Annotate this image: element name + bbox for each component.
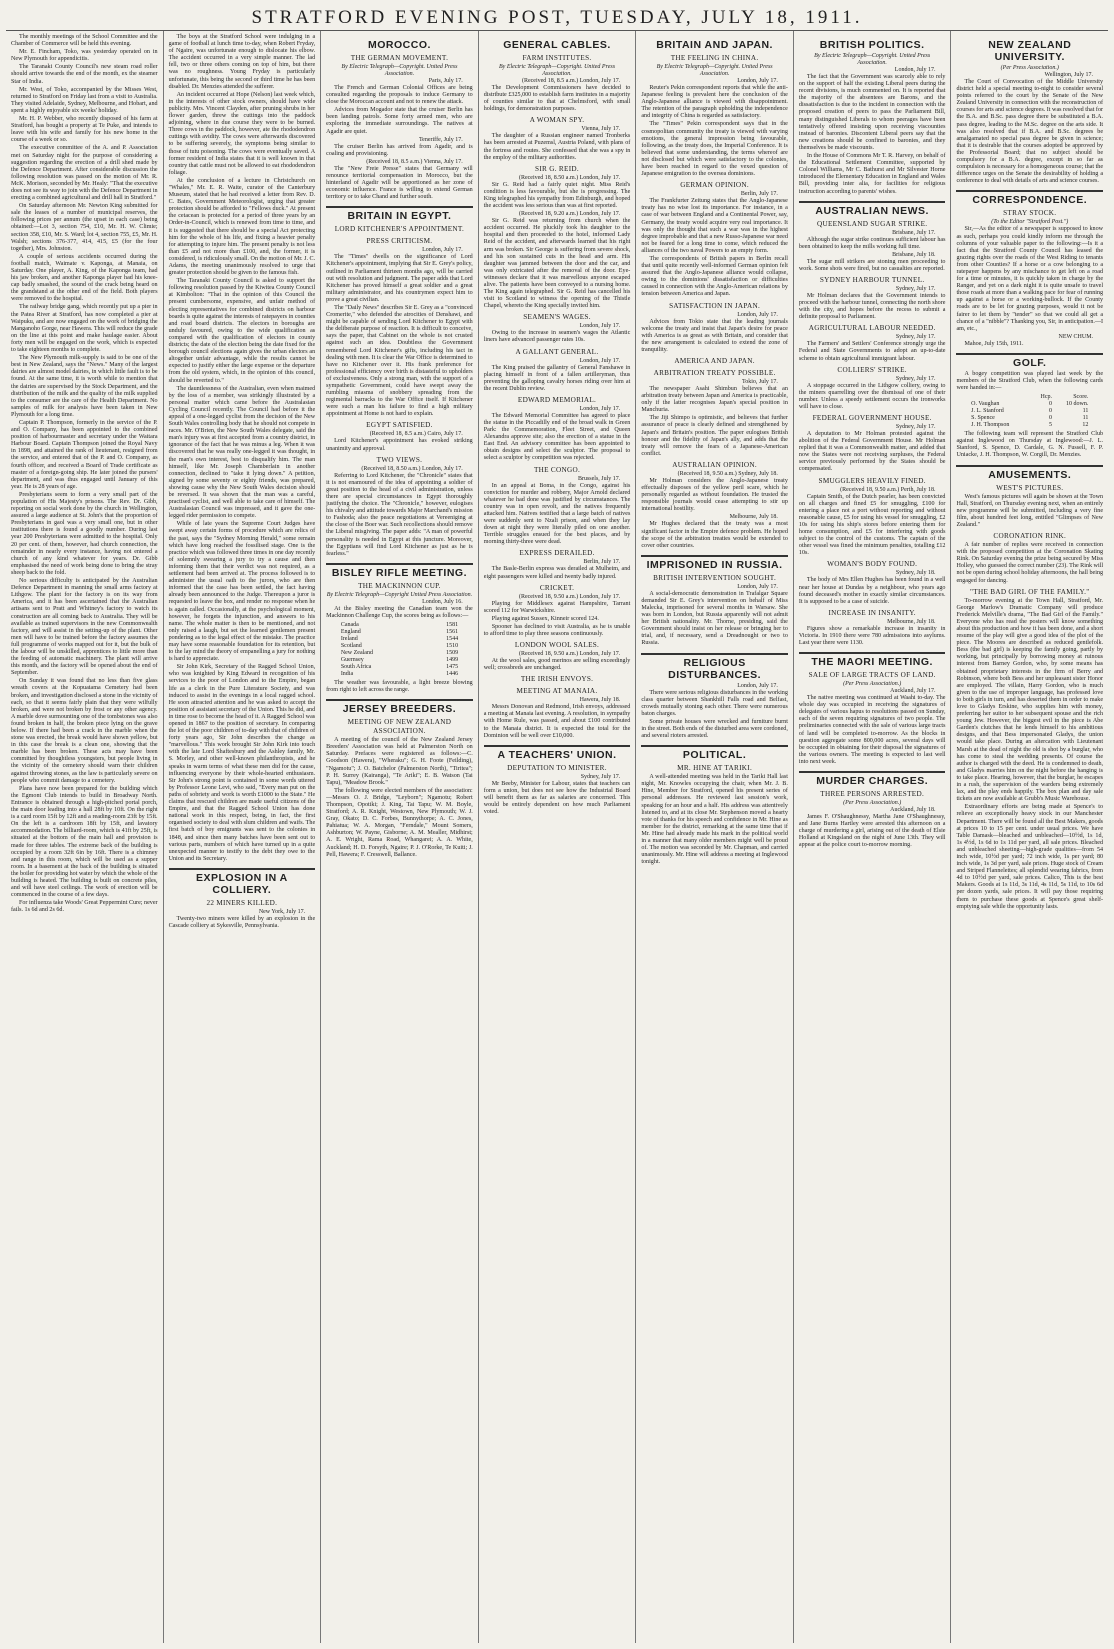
- dateline: Sydney, July 17.: [895, 375, 936, 382]
- paragraph: The New Plymouth milk-supply is said to be one of the best in New Zealand, says the "News." Many of the largest dairies are almost model dairies, in which little fault is to be found. At the same time, it is worth while to mention that the dairies are supervised by the Stock Department, and the distribution of the milk and the quality of the milk supplied to the consumer are the care of the Health Department. No samples of milk for analysis have been taken in New Plymouth for a long time.: [11, 355, 158, 418]
- paragraph: The daughter of a Russian engineer named Tronberks has been arrested at Puzemsl, Austria Poland, with plans of the fortress and routes. She confessed that she was a spy in the employ of the military authorities.: [483, 133, 631, 161]
- paragraph: While of late years the Supreme Court Judges have swept away certain forms of procedure which are relics of the past, says the "Sydney Morning Herald," some remain which have long reached the fossilised stage. One is the practice which was followed three times in one day recently of solemnly swearing a jury to try a cause and then informing them that their verdict was not required, as a settlement had been arrived at. The process followed is to administer the usual oath to the jurors, who are then informed that the case has been settled, the fact having already been announced to the Judge. Thereupon a juror is requested to leave the box, and render no response when he is again called. Occasionally, at the psychological moment, however, he forgets the injunction, and answers to his name. The whole matter is then to be mentioned, and not only raised a laugh, but set the learned gentlemen present pondering as to the legal effect of the mistake. The practice may have some reasonable foundation for its retention, but to the lay mind the theory of empanelling a jury for nothing is hard to appreciate.: [168, 521, 316, 663]
- headline: RELIGIOUS DISTURBANCES.: [641, 653, 788, 681]
- paragraph: Messrs Donovan and Redmond, Irish envoys, addressed a meeting at Manaia last evening. A resolution, in sympathy with Home Rule, was passed, and about £100 contributed to the Manaia district. It is expected the total for the Dominion will be well over £10,000.: [483, 704, 631, 739]
- byline: (To the Editor "Stratford Post."): [991, 219, 1069, 226]
- dateline: NEW CHUM.: [1058, 333, 1094, 340]
- paragraph: Referring to Lord Kitchener, the "Chronicle" states that it is not enamoured of the idea of appointing a soldier of great position to the head of a civil administration, unless there are special circumstances in Egypt thoroughly justifying the choice. The "Chronicle," however, eulogises his chivalry and attitude towards Major Marchand's mission to Fashoda; also the peace negotiations at Vereeniging at the close of the Boer war. Such recollections should remove the Liberal misgiving. The paper adds: "A man of powerful personality is needed in Egypt at this juncture. Moreover, the Egyptians will find Lord Kitchener as just as he is fearless.": [326, 472, 473, 557]
- subheading: SEAMEN'S WAGES.: [523, 313, 591, 322]
- subheading: WEST'S PICTURES.: [996, 483, 1064, 492]
- score-cell: 11: [1082, 415, 1089, 422]
- dateline: Vienna, July 17.: [581, 126, 621, 133]
- paragraph: Figures show a remarkable increase in insanity in Victoria. In 1910 there were 780 admissions into asylums. Last year there were 1130.: [798, 625, 946, 646]
- paragraph: The Farmers' and Settlers' Conference strongly urge the Federal and State Governments to adopt an up-to-date scheme to obtain agricultural immigrant labour.: [798, 341, 946, 362]
- dateline: Hawera, July 18.: [579, 697, 621, 704]
- paragraph: James F. O'Shaughnessy, Martha Jane O'Shaughnessy, and Jane Burns Hartley were arrested this afternoon on a charge of murdering a girl, arising out of the death of Elsie Holland at Kingsland on the night of June 13th. They will appear at the police court to-morrow morning.: [798, 814, 946, 849]
- score-row: [341, 629, 458, 636]
- byline: By Electric Telegraph—Copyright. United Press Association.: [656, 64, 773, 77]
- paragraph: Some private houses were wrecked and furniture burnt in the street. Both ends of the disturbed area were cordoned, and several rioters arrested.: [641, 718, 788, 740]
- paragraph: At the conclusion of a lecture in Christchurch on "Whales," Mr. E. R. Waite, curator of the Canterbury Museum, stated that he had received a letter from Rev. D. C. Bates, Government Meteorologist, urging that greater protection should be afforded to "Fellows duck." At present the cetacean is protected for a period of three years by an Order-in-Council, which is renewed from time to time, and it is suggested that there should be a special Act protecting him for the whole of his life, and fixing a heavier penalty for attempting to injure him. The present penalty is not less than £5 and not more than £100, and, the former, it is considered, is ridiculously small. On the motion of Mr. J. C. Adams, the meeting unanimously resolved to urge that greater protection should be given to the famous fish.: [168, 177, 316, 277]
- subheading: LORD KITCHENER'S APPOINTMENT.: [334, 225, 465, 234]
- subheading: THE GERMAN MOVEMENT.: [350, 54, 449, 62]
- paragraph: Captain P. Thompson, formerly in the service of the P. and O. Company, has been appointed to the combined position of harbourmaster and secretary under the Waitara Harbour Board. Captain Thompson joined the Royal Navy in 1898, and attained the rank of lieutenant, resigned from the service, and entered that of the P. and O. Company, as fourth officer, and received a Board of Trade certificate as master of a foreign-going ship. He later joined the pursers' department, and was thus engaged until January of this year. He is 28 years of age.: [11, 419, 158, 490]
- score-cell: England: [340, 628, 361, 635]
- paragraph: Mr Hughes declared that the treaty was a most significant factor in the Empire defence problem. He hoped the scope of the arbitration treaties would be extended to cover other countries.: [641, 521, 788, 549]
- headline: POLITICAL.: [641, 745, 788, 761]
- score-cell: India: [340, 670, 354, 677]
- paragraph: There were serious religious disturbances in the working class quarter between Shankhill Falls road and Belfast, crowds mutually stoning each other. There were numerous baton charges.: [641, 689, 788, 717]
- paragraph: The railway bridge gang, which recently put up a pier in the Patea River at Stratford, has now completed a pier at Waipuku, and are now engaged on the work of bridging the Manganoho Gorge, near Hawera. This will reduce the grade on the line at this point and make haulage easier. About forty men will be engaged on the work, which is expected to take eighteen months to complete.: [11, 304, 158, 354]
- paragraph: Spooner has declined to visit Australia, as he is unable to afford time to play three seasons continuously.: [483, 623, 631, 637]
- score-row: [971, 422, 1088, 429]
- byline: (Per Press Association.): [843, 800, 902, 806]
- subheading: INCREASE IN INSANITY.: [828, 608, 916, 617]
- dateline: London, July 17.: [737, 583, 778, 590]
- paragraph: Playing for Middlesex against Hampshire, Tarrant scored 112 for Warwickshire.: [483, 600, 631, 614]
- paragraph: Lord Kitchener's appointment has evoked striking unanimity and approval.: [326, 438, 473, 452]
- score-cell: J. H. Thompson: [971, 422, 1010, 429]
- column-6: [794, 31, 952, 1643]
- subheading: EDWARD MEMORIAL.: [517, 395, 597, 404]
- paragraph: West's famous pictures will again be shown at the Town Hall, Stratford, on Thursday evening next, when an entirely new programme will be submitted, including a very fine film, about hundred feet long, entitled "Glimpses of New Zealand.": [956, 493, 1104, 528]
- paragraph: Sir John Kirk, Secretary of the Ragged School Union, who was knighted by King Edward in recognition of his services to the poor of London and to the Empire, began life as a clerk in the Pure Literature Society, and was induced to assist in the evenings in a local ragged school. He soon attracted attention and he was asked to accept the position of assistant secretary of the Union. This he did, and in time rose to become the head of it. A Ragged School was opened in 1867 to the position of secretary. In comparing the lot of the poor children of to-day with that of children of forty years ago, Sir John describes the change as "marvellous." This work brought Sir John Kirk into touch with the late Lord Shaftesbury and the Ashley family, Mr. S. Morley, and other well-known philanthropists, and he speaks in warm terms of what these men did for the cause, influencing everyone by their whole-hearted enthusiasm. Sir John's strong point is contained in some words uttered by Professor Leone Levi, who said, "Every man put on the paths of sobriety and work is worth £1000 to the State." He claims that rescued children are made useful citizens of the Empire, and that the Ragged School Union has done national work in this respect, being, in fact, the first organised society to deal with slum children and waifs. The first batch of boy emigrants was sent to the colonies in 1848, and since then many batches have been sent out to various parts, numbers of which have turned up in a quite unexpected manner to testify to the debt they owe to the Union and its Secretary.: [168, 664, 316, 862]
- paragraph: The following were elected members of the association:—Messrs O. J. Bridge, "Leyborn"; Ngamotu; Robert Thompson, Opotiki; J. King, Tai Tapu; W. M. Boyle, Stratford; A. R. Knight, Westown, New Plymouth; W. J. Gray, Okato; D. C. Forbes, Bunnythorpe; A. C. Jones, Pahiatua; W. A. Morgan, "Ferndale," Mount Somers, Ashburton; W. Payne, Gisborne; A. M. Mealler, Midhirst; A. E. Wright, Rama Road, Whangarei; A. A. White, Auckland; H. D. Forsyth, Ngaire; P. J. O'Rorke, Te Kuiti; J. Pell, Hawera; F. Cresswell, Ballance.: [326, 787, 473, 858]
- paragraph: Playing against Sussex, Kinneir scored 124.: [491, 615, 599, 622]
- subheading: FARM INSTITUTES.: [522, 54, 592, 62]
- headline: GOLF.: [956, 353, 1103, 369]
- score-row: [971, 415, 1088, 422]
- paragraph: The Edward Memorial Committee has agreed to place the statue in the Piccadilly end of the broad walk in Green Park: the Commemoration, Fleet Street, and Queen Alexandra approve site; also the erection of a statue in the East End. An advisory committee has been appointed to obtain designs and select the sculptor. The proposal to select a sculptor by competition was rejected.: [483, 412, 631, 462]
- headline: AUSTRALIAN NEWS.: [799, 201, 946, 217]
- dateline: (Received 18, 8.5 a.m.) Vienna, July 17.: [366, 158, 463, 165]
- paragraph: The executive committee of the A. and P. Association met on Saturday night for the purpose of considering a suggestion regarding the erection of a drill shed made by the Defence Department. After considerable discussion the following resolution was passed on the motion of Mr. R. McK. Morison, seconded by Mr. Healy: "That the executive does not see its way to join with the Defence Department in erecting a combined agricultural and drill hall in Stratford.": [11, 145, 158, 202]
- subheading: CORONATION RINK.: [993, 532, 1067, 541]
- paragraph: The "New Freie Presse" states that Germany will renounce territorial compensation in Morocco, but the hinterland of Agadir will be apportioned as her zone of economic influence. France is willing to extend German territory or to take Chand and further south.: [326, 165, 473, 201]
- subheading: MEETING AT MANAIA.: [516, 687, 598, 696]
- dateline: Sydney, July 17.: [895, 285, 936, 292]
- paragraph: Sir G. Reid had a fairly quiet night. Miss Reid's condition is less favourable, but she is progressing. The King telegraphed his sympathy from Edinburgh, and hoped the accident was less serious than was at first reported.: [483, 181, 631, 210]
- column-4: [479, 31, 637, 1643]
- subheading: SYDNEY HARBOUR TUNNEL.: [819, 275, 925, 284]
- headline: BRITAIN IN EGYPT.: [326, 206, 473, 222]
- paragraph: A stoppage occurred in the Lithgow colliery, owing to the miners quarrelling over the dismissal of one of their number. Unless a speedy settlement occurs the ironworks will have to close.: [798, 382, 946, 410]
- dateline: Brisbane, July 18.: [892, 251, 936, 258]
- score-row: [341, 657, 458, 664]
- subheading: COLLIERS' STRIKE.: [837, 365, 907, 374]
- dateline: Brisbane, July 17.: [892, 229, 936, 236]
- score-cell: 12: [1082, 422, 1089, 429]
- paragraph: The Court of Convocation of the Middle University district held a special meeting to-night to consider several points referred to the court by the Senate of the New Zealand University in connection with the reconstruction of courses for arts and science degrees. It was resolved that for the B.A. and B.Sc. pass degree there be substituted a B.A. pass degree, leading to the M.Sc. degree on the arts side. It was also resolved that if B.A. and B.Sc. degrees be amalgamated no special pass degree be given in science; that it is desirable that the courses adopted be approved by the Professorial Board; that no subject should be compulsory for a B.A. degree, except in so far as compulsion is necessary for a homogeneous course; that the difference urges on the Senate the desirability of holding a conference to deal with details of arts and science courses.: [956, 79, 1104, 185]
- score-row: [971, 408, 1088, 415]
- paragraph: Mr Beeby, Minister for Labour, states that teachers can form a union, but does not see how the Industrial Board will benefit them as far as salaries are concerned. This would be entirely dependent on how much Parliament voted.: [483, 780, 631, 816]
- headline: THE MAORI MEETING.: [799, 652, 946, 668]
- paragraph: The Taranaki County Council's new steam road roller should arrive towards the end of the month, ex the steamer Star of India.: [11, 64, 158, 85]
- byline: By Electric Telegraph—Copyright. United Press Association.: [499, 64, 616, 77]
- score-cell: Score.: [1073, 394, 1089, 401]
- dateline: (Received 18, 9.50 a.m.) London, July 17.: [518, 593, 621, 600]
- dateline: Melbourne, July 18.: [729, 514, 778, 521]
- score-row: [341, 671, 458, 678]
- paragraph: Mr Holman considers the Anglo-Japanese treaty effectually disposes of the yellow peril scare, which he personally regarded as without foundation. He trusted the responsible journals would cease attempting to stir up international hostility.: [641, 477, 788, 513]
- headline: MOROCCO.: [367, 39, 431, 51]
- headline: IMPRISONED IN RUSSIA.: [641, 555, 788, 571]
- paragraph: Plans have now been prepared for the building which the Egmont Club intends to build in Broadway North. Entrance is obtained through a high-pitched portal porch, the main door leading into a hall 28ft by 10ft. On the right is a card room 15ft by 12ft and a reading-room 23ft by 15ft. On the left is a cardroom 18ft by 15ft, and lavatory accommodation. The billiard-room, which is 41ft by 25ft, is situated at the bottom of the main hall and provision is made for three tables. The extreme back of the building is occupied by a room 32ft 6in by 16ft. There is a chimney and range in this room, which will be used as a supper room. In a basement at the back of the building is situated the boiler for providing hot water by which the whole of the building is heated. The building is built on concrete piles, and will have steel ceilings. The work of erection will be commenced in the course of a few days.: [11, 785, 158, 899]
- paragraph: A social-democratic demonstration in Trafalgar Square demanded Sir E. Grey's intervention on behalf of Miss Malecka, imprisoned for several months in Warsaw. She was born in London, but Russia apparently will not admit her British nationality. Mr. Thorne, presiding, said the Government should insist on her release or bringing her to trial, and, if necessary, send a Dreadnought or two to Russia.: [641, 590, 788, 647]
- paragraph: The native meeting was continued at Waahi to-day. The whole day was occupied in receiving the signatures of delegates of various hapus to resolutions passed on Sunday, each of the seven requiring signatures of two people. The preliminaries connected with the sale of various large tracts of land will be completed to-morrow. As the blocks in question aggregate some 800,000 acres, several days will be occupied in obtaining for their disposal the signatures of the various owners. The meeting is expected to last well into next week.: [798, 695, 946, 765]
- paragraph: Mahoe, July 15th, 1911.: [964, 340, 1024, 347]
- subheading: EGYPT SATISFIED.: [366, 421, 433, 430]
- dateline: London, July 16.: [422, 598, 463, 605]
- dateline: Sydney, July 18.: [895, 570, 936, 577]
- score-cell: 11: [1082, 408, 1089, 415]
- dateline: London, July 17.: [737, 682, 778, 689]
- subheading: STRAY STOCK.: [1003, 209, 1057, 218]
- paragraph: The fact that the Government was scarcely able to rely on the support of half the existing Liberal peers during the recent divisions, is much commented on. It is reported that the majority of the absentees are Barons, and the dissatisfaction is due to the incident in connection with the proposed creation of peers to pass the Parliament Bill, many distinguished Liberals to whom peerages have been tentatively offered insisting upon receiving viscounties instead of baronies. Discontent Liberal peers say that the new creations should be confined to baronies, and they themselves be made viscounts.: [798, 74, 946, 151]
- score-cell: New Zealand: [340, 649, 373, 656]
- subheading: MEETING OF NEW ZEALAND ASSOCIATION.: [347, 718, 452, 736]
- subheading: ARBITRATION TREATY POSSIBLE.: [653, 369, 776, 377]
- headline: BRITAIN AND JAPAN.: [656, 39, 773, 51]
- score-row: [341, 664, 458, 671]
- headline: AMUSEMENTS.: [956, 465, 1103, 481]
- paragraph: Advices from Tokio state that the leading journals welcome the treaty and insist that Japan's desire for peace with America is as great as with Britain, and consider that the new arrangement is calculated to extend the zone of tranquility.: [641, 318, 788, 353]
- subheading: LONDON WOOL SALES.: [514, 641, 600, 650]
- score-cell: 5: [1049, 422, 1053, 429]
- dateline: Sydney, July 17.: [580, 773, 621, 780]
- subheading: DEPUTATION TO MINISTER.: [507, 763, 607, 772]
- score-cell: 10 down.: [1066, 401, 1089, 408]
- subheading: THREE PERSONS ARRESTED.: [820, 790, 925, 798]
- dateline: Paris, July 17.: [428, 78, 463, 84]
- paragraph: In an appeal at Boma, in the Congo, against his conviction for murder and robbery, Major Arnold declared whatever he had done was justified by circumstances. The country was in open revolt, and the natives frequently attacked him. Natives testified that a large batch of natives were suddenly sent to Nzali prison, and when they lay down at night they were literally piled on one another. Terrible struggles ensued for the best places, and by morning thirty-three were dead.: [483, 482, 631, 546]
- score-cell: 1561: [446, 628, 459, 635]
- subheading: SATISFACTION IN JAPAN.: [669, 301, 761, 310]
- score-cell: Hcp.: [1040, 394, 1053, 401]
- dateline: London, July 17.: [579, 405, 621, 412]
- paragraph: On Saturday afternoon Mr. Newton King submitted for sale the leases of a number of municipal reserves, the following prices per annum (the upset in each case) being obtained:—Lot 3, section 754, £10, Mr. H. W. Climie; section 358, £10, Mr. S. Ward; lot 4, section 755, £5, Mr. H. Walsh; sections 376-377, 414, 415, £5 (for the four together), Mrs. Johnston.: [11, 203, 158, 252]
- headline: MURDER CHARGES.: [799, 771, 946, 787]
- paragraph: Twenty-two miners were killed by an explosion in the Cascade colliery at Sykesville, Pennsylvania.: [168, 915, 316, 929]
- subheading: AUSTRALIAN OPINION.: [672, 460, 757, 469]
- column-7: [951, 31, 1108, 1643]
- score-row: [341, 643, 458, 650]
- paragraph: Mr Holman declares that the Government intends to proceed with the harbour tunnel, connecting the north shore with the city, and hopes before the recess to submit a definite proposal to Parliament.: [798, 292, 946, 321]
- byline: By Electric Telegraph—Copyright. United Press Association.: [341, 64, 458, 77]
- score-cell: 1510: [446, 642, 459, 649]
- dateline: Auckland, July 17.: [890, 688, 936, 695]
- golf-score-table: [971, 394, 1088, 429]
- subheading: THE IRISH ENVOYS.: [520, 675, 594, 684]
- byline: (Per Press Association.): [1000, 65, 1059, 71]
- byline: (Per Press Association.): [843, 681, 902, 688]
- masthead: STRATFORD EVENING POST, TUESDAY, JULY 18, 1911.: [6, 6, 1108, 31]
- dateline: Sydney, July 17.: [895, 334, 936, 341]
- headline: EXPLOSION IN A COLLIERY.: [169, 868, 316, 896]
- score-cell: 1499: [446, 656, 459, 663]
- bisley-score-table: [341, 622, 458, 678]
- dateline: Auckland, July 18.: [890, 807, 936, 813]
- score-cell: 0: [1049, 415, 1053, 422]
- paragraph: The dauntlessness of the Australian, even when maimed by the loss of a member, was strikingly illustrated by a personal matter which came before the Australasian Cycling Council recently. The Council had before it the appeal of a one-legged cyclist from the decision of the New South Wales controlling body that he should not compete in races. Mr. O'Brien, the New South Wales delegate, said the man's injury was at first accepted from a country district, in ignorance of the fact that he was minus a leg. When it was discovered that he was really one-legged it was thought, in the man's own interest, best to disqualify him. The man himself, like Mr. Joseph Chamberlain in another connection, declined to "take it lying down." A petition, signed by some seventy or eighty friends, was prepared, showing cause why the New South Wales decision should be reversed. It was shown that the man was a careful, practised cyclist, and well able to take care of himself. The Australasian Council was impressed, and it gave the one-legged rider permission to compete.: [168, 385, 316, 520]
- paragraph: On Sunday it was found that no less than five glass wreath covers at the Kopuatama Cemetery had been broken, and investigation disclosed a stone in the vicinity of each, so that it seems fairly plain that they were wilfully broken, and were not broken by frost or any other agency. A marble dove surmounting one of the tombstones was also found broken in half, the broken piece lying on the grave below. If there had been a crack in the marble when the stone was erected, the break would have shown yellow, but in this case the break is a clean one, showing that the marble has been broken. These acts may have been committed by thoughtless youngsters, but people living in the vicinity of the cemetery should warn their children against throwing stones, as the law is particularly severe on people who commit damage to a cemetery.: [11, 678, 158, 784]
- paragraph: A fair number of replies were received in connection with the proposed competition at the Coronation Skating Rink. On Saturday evening the prize being secured by Miss Holley, who guessed the correct number (23). The Rink will not be open during school holiday afternoons, the hall being engaged for dancing.: [956, 542, 1104, 584]
- subheading: QUEENSLAND SUGAR STRIKE.: [816, 219, 928, 228]
- dateline: Berlin, July 17.: [583, 559, 621, 566]
- dateline: London, July 17.: [737, 311, 778, 318]
- subheading: FEDERAL GOVERNMENT HOUSE.: [812, 414, 932, 422]
- paragraph: At the Bisley meeting the Canadian team won the Mackinnon Challenge Cup, the scores being as follows:—: [326, 605, 473, 619]
- score-cell: O. Vaughan: [971, 401, 1000, 408]
- paragraph: Mr. West, of Toko, accompanied by the Misses West, returned to Stratford on Friday last from a visit to Australia. They visited Adelaide, Sydney, Melbourne, and Hobart, and spent a highly enjoyable six weeks' holiday.: [11, 86, 158, 114]
- score-row: [971, 394, 1088, 401]
- paragraph: Mr. E. Fincham, Toko, was yesterday operated on in New Plymouth for appendicitis.: [11, 49, 158, 63]
- paragraph: A well-attended meeting was held in the Tariki Hall last night, Mr. Knowles occupying the chair, when Mr. J. B. Hine, Member for Stratford, opened his present series of personal addresses. He reviewed last session's work, speaking for an hour and a half. His address was attentively listened to, and at its close Mr. Stephenson moved a hearty vote of thanks for his speech and confidence in Mr. Hine as member for the district, remarking at the same time that if Mr. Hine had already made his mark in the political world in a manner that many older members might well be proud of. The motion was seconded by Mr. Chapman, and carried unanimously. Mr. Hine will address a meeting at Inglewood tonight.: [641, 774, 788, 866]
- paragraph: Although the sugar strike continues sufficient labour has been obtained to keep the mills working full time.: [798, 236, 946, 250]
- paragraph: The boys at the Stratford School were indulging in a game of football at lunch time to-day, when Robert Fryday, of Ngaire, was unfortunate enough to dislocate his elbow. The accident occurred in a very simple manner. The lad fell, two or three others coming on top of him, but there was no roughness. Young Fryday is particularly unfortunate, this being the second or third time he has been disabled. Dr. Menzies attended the sufferer.: [168, 34, 316, 90]
- headline: BISLEY RIFLE MEETING.: [326, 563, 473, 579]
- score-row: [341, 650, 458, 657]
- dateline: London, July 17.: [737, 78, 778, 84]
- paragraph: The Basle-Berlin express was derailed at Mulheim, and eight passengers were killed and twenty badly injured.: [483, 566, 631, 580]
- dateline: (Received 18, 8.5 a.m.) London, July 17.: [521, 78, 621, 84]
- dateline: Brussels, July 17.: [577, 475, 621, 482]
- score-cell: Guernsey: [340, 656, 364, 663]
- subheading: SALE OF LARGE TRACTS OF LAND.: [808, 671, 936, 680]
- dateline: Teneriffe, July 17.: [418, 136, 463, 143]
- headline: JERSEY BREEDERS.: [326, 699, 473, 715]
- subheading: TWO VIEWS.: [376, 455, 423, 464]
- paragraph: A couple of serious accidents occurred during the football match, Waimate v. Kaponga, at Manaia, on Saturday. One player, A. King, of the Kaponga team, had his jaw broken, and another Kaponga player had his knee-cap badly smashed, the sound of the crack being heard on the grandstand at the other end of the field. Both players were removed to the hospital.: [11, 253, 158, 303]
- dateline: Melbourne, July 18.: [887, 618, 936, 625]
- paragraph: The correspondents of British papers in Berlin recall that until quite recently well-informed German opinion felt assured that the Anglo-Japanese alliance would collapse, owing to the dominions' dissatisfaction or difficulties caused in connection with the Anglo-American relations by tension between America and Japan.: [641, 255, 788, 298]
- subheading: "THE BAD GIRL OF THE FAMILY.": [970, 587, 1090, 596]
- subheading: THE MACKINNON CUP.: [358, 581, 441, 590]
- dateline: Sydney, July 17.: [895, 424, 936, 430]
- score-row: [341, 622, 458, 629]
- dateline: (Received 18, 9.50 a.m.) Sydney, July 18.: [677, 470, 778, 477]
- dateline: Berlin, July 17.: [740, 191, 778, 198]
- paragraph: Extraordinary efforts are being made at Spence's to relieve an exceptionally heavy stock in our Manchester Department. There will be found all the Best Makers, goods at prices 10 to 15 per cent. under usual prices. We have Table Damask—bleached and unbleached—10½d, 1s 1d, 1s 4½d, 1s 6d to 1s 11d per yard, all sale prices. Bleached and unbleached sheeting—high-grade qualities—from 54 inch wide, 10½d per yard; 72 inch wide, 1s per yard; 80 inch wide, 1s 3d per yard, sale prices. Huge stock of Cream and Striped Flannelettes; all splendid wearing fabrics, from 4d to 10½d per yard, sale prices. Calico, This is the best Makers. Goods at 1s 11d, 3s 11d, 4s 11d, 5s 11d, to 10s 6d per dozen yards, sale prices. It will pay those requiring them to purchase these goods at Spence's great shelf-emptying sale while the opportunity lasts.: [956, 804, 1104, 910]
- dateline: (Received 18, 9.50 a.m.) London, July 17.: [518, 651, 621, 658]
- subheading: CRICKET.: [539, 583, 575, 592]
- subheading: AGRICULTURAL LABOUR NEEDED.: [808, 324, 936, 333]
- paragraph: The monthly meetings of the School Committee and the Chamber of Commerce will be held this evening.: [11, 34, 158, 48]
- paragraph: The Development Commissioners have decided to distribute £325,000 to establish farm institutes in a majority of counties similar to that at Chelmsford, with small holdings, for demonstration purposes.: [483, 85, 631, 113]
- paragraph: A deputation to Mr Holman protested against the abolition of the Federal Government House. Mr Holman replied that it was a Commonwealth matter, and added that now the States were not receiving surpluses, the Federal service previously performed by the States should be compensated.: [798, 431, 946, 473]
- paragraph: Sir,—As the editor of a newspaper is supposed to know as such, perhaps you could kindly inform me through the columns of your valuable paper to the following:—Is it a fact that the Stratford County Council has leased the grazing rights over the roads of the West Riding to tenants from other Counties? If a horse or a cow belonging to a ratepayer happens by any mischance to get left on a road for a time or minutes, it is quickly taken in charge by the Ranger, and yet on a dark night it is quite unsafe to travel those roads at more than a walking pace for fear of running up against a horse or a working-bullock. If the County roads are to be let for grazing purposes, would it not be fairer to let them by "tender" so that we could all get a chance of a "nibble"? Thanking you, Sir, in anticipation.—I am, etc.,: [956, 226, 1104, 332]
- subheading: WOMAN'S BODY FOUND.: [827, 560, 918, 569]
- headline: BRITISH POLITICS.: [819, 39, 925, 51]
- paragraph: The Jiji Shimpo is optimistic, and believes that further assurance of peace is clearly defined and strengthened by Japan's and Britain's position. The paper eulogises British honour and the fidelity of Japan's ally, and adds that the treaty will remove the fears of a Japanese-American conflict.: [641, 415, 788, 457]
- dateline: Tokio, July 17.: [741, 379, 778, 385]
- paragraph: The following team will represent the Stratford Club against Inglewood on Thursday at Inglewood:—J. L. Stanford, S. Spence, D. Cardale, G. N. Fussell, F. P. Uniacke, J. H. Thompson, W. Corgill, Dr. Menzies.: [956, 431, 1104, 459]
- paragraph: The body of Mrs Ellen Hughes has been found in a well near her house at Dundas by a neighbour, who years ago found deceased's mother in exactly similar circumstances. It is supposed to be a case of suicide.: [798, 577, 946, 605]
- paragraph: The French and German Colonial Offices are being consulted regarding the proposals to induce Germany to close the Moroccan account and not to renew the attack.: [326, 85, 473, 106]
- score-cell: South Africa: [340, 663, 372, 670]
- paragraph: The newspaper Asahi Shimbun believes that an arbitration treaty between Japan and America is practicable, only if the latter recognises Japan's special position in Manchuria.: [641, 386, 788, 414]
- headline: CORRESPONDENCE.: [956, 190, 1103, 206]
- column-2: [164, 31, 322, 1643]
- headline: A TEACHERS' UNION.: [484, 745, 631, 761]
- score-cell: 1509: [446, 649, 459, 656]
- dateline: (Received 18, 8.5 a.m.) Cairo, July 17.: [369, 431, 463, 438]
- paragraph: To-morrow evening at the Town Hall, Stratford, Mr. George Marlow's Dramatic Company will produce Frederick Melville's drama, "The Bad Girl of the Family." Everyone who has read the posters will know something about this production and how it has been done, and a short resume of the play will give a good idea of the plot of the piece. The Moores are described as reduced gentlefolk. Bess (the bad girl) is keeping the family going, partly by working, but principally by borrowing money at ruinous interest from Barney Gordon, who, by some means has obtained proprietary interests in the firm of Berry and Robinson, where both Bess and her unpleasant sister Honor are employed. The villain, Harry Gordon, who is much given to the use of improper language, has professed love to both girls in turn, and has deserted them in order to make love to Gladys Erskine, who supplies him with money, preferring her suitor to her subsequent spouse and the rich young Jew. However, the biggest evil in the piece is Abe Garden's clutches that he lends himself to his ambitious designs, and that Bess impersonated Gladys, the union would take place. During an altercation with Lieutenant Marsh at the dead of night the old is shot by a burglar, who has come to steal the wedding presents. Of course the author is charged with the deed. He is condemned to death, and Gladys marries him on the night before the hanging is to take place. Hearing, however, that the burglar, he escapes in a rush, the supervision of the warders being extremely lax, and the play ends happily. The box plan and day sale tickets are now available at Grubb's Music Warehouse.: [956, 597, 1104, 803]
- paragraph: In the House of Commons Mr T. R. Harvey, on behalf of the Educational Settlement Committee, supported by Colonel Williams, Mr C. Bathurst and Mr Silvester Horne introduced the Elementary Education in England and Wales Bill, providing inter alia, for facilities for religious instruction according to parents' wishes.: [798, 153, 946, 195]
- dateline: London, July 17.: [579, 323, 621, 330]
- dateline: London, July 17.: [422, 247, 463, 254]
- column-1: [6, 31, 164, 1643]
- score-cell: 0: [1049, 408, 1053, 415]
- dateline: London, July 17.: [894, 67, 936, 73]
- subheading: EXPRESS DERAILED.: [519, 549, 595, 558]
- paragraph: Reuter's Pekin correspondent reports that while the anti-Japanese feeling is prevalent here the conclusion of the Anglo-Japanese alliance is viewed with disappointment. The retention of the paragraph upholding the independence and integrity of China is regarded as satisfactory.: [641, 85, 788, 120]
- subheading: BRITISH INTERVENTION SOUGHT.: [653, 573, 777, 582]
- byline: By Electric Telegraph—Copyright. United Press Association.: [814, 53, 931, 66]
- paragraph: Advices from Mogador state that the cruiser Berlin has been landing patrols. Some forty armed men, who are exploring the immediate surroundings. The natives at Agadir are quiet.: [326, 107, 473, 135]
- paragraph: Sir G. Reid was returning from church when the accident occurred. He pluckily took his daughter to the hospital and then proceeded to the hotel, informed Lady Reid of the accident, and afterwards learned that his right arm was broken. Sir George is suffering from severe shock, and his son sustained cuts in the head and arm. His daughter was jammed between the door and the car, and was only extricated after the removal of the door. Eye-witnesses declare that it was marvellous anyone escaped alive. The patients have been conveyed to a nursing home. The King again telegraphed. Sir G. Reid has cancelled his visit to Scotland to witness the opening of the Thistle Chapel, whereto the King specially invited him.: [483, 218, 631, 310]
- subheading: 22 MINERS KILLED.: [206, 898, 278, 907]
- headline: GENERAL CABLES.: [503, 39, 611, 51]
- subheading: SIR G. REID.: [535, 164, 579, 173]
- paragraph: For influenza take Woods' Great Peppermint Cure; never fails. 1s 6d and 2s 6d.: [11, 900, 158, 914]
- paragraph: The cruiser Berlin has arrived from Agadir, and is coaling and provisioning.: [326, 143, 473, 157]
- paragraph: An incident occurred at Hope (Nelson) last week which, in the interests of other stock owners, should have wide publicity. Mrs. Vincent Clayden, after pruning shrubs in her flower garden, threw the cuttings into the paddock adjoining, where in due course they were to be burned. Three cows in the paddock, however, ate the rhododendron cuttings with avidity. The cows were afterwards discovered to be suffering severely, the symptoms being similar to those of tutu poisoning. The cows were eventually saved. A former resident of India states that it is well known in that country that cattle must not be allowed to eat rhododendron foliage.: [168, 91, 316, 176]
- subheading: A WOMAN SPY.: [529, 116, 585, 125]
- paragraph: The "Daily News" describes Sir E. Grey as a "convinced Cromerite," who defended the atrocities of Denshawi, and might be capable of sending Lord Kitchener to Egypt with the deliberate purpose of reaction. It is difficult to conceive, says the paper, that Cabinet on the whole is not crusted against such an idea. Doubtless the Government remembered Lord Kitchener's gifts, including his tact in dealing with men. It is clear the War Office is determined to have no Kitchener over it. His frank preference for professional efficiency over birth is distasteful to upholders of exclusiveness. Only a strong man, with the support of a sympathetic Government, could have swept away the rumbling miasma of snobbery spreading from the regimental barracks to the War Office itself. If Kitchener were such a man his failure to find a high military appointment at Home is not hard to explain.: [326, 304, 473, 418]
- column-5: [636, 31, 794, 1643]
- subheading: GERMAN OPINION.: [680, 181, 749, 190]
- paragraph: The Taranaki County Council is asked to support the following resolution passed by the Kiwitea County Council at Kimbolton: "That in the opinion of this Council the present cumbersome, expensive, and unfair method of electing representatives for combined districts on harbour boards is quite against the interests of ratepayers in counties and road board districts. The electors in boroughs are unduly favoured, owing to the wide qualification as compared with the qualification of electors in county districts; the date of the election being the date fixed for the borough council elections again gives the urban electors an altogether unfair advantage, while the results cannot be expected to justify either the large expense or the departure from the old system, which, in the opinion of this council, should be reverted to.": [168, 278, 316, 384]
- score-cell: Scotland: [340, 642, 362, 649]
- score-cell: 1475: [446, 663, 459, 670]
- dateline: (Received 18, 8.50 a.m.) London, July 17.: [361, 465, 463, 472]
- paragraph: The weather was favourable, a light breeze blowing from right to left across the range.: [326, 679, 473, 694]
- dateline: (Received 18, 9.50 a.m.) Perth, July 18.: [840, 486, 936, 493]
- score-cell: 0: [1049, 401, 1053, 408]
- headline: NEW ZEALAND UNIVERSITY.: [988, 39, 1072, 63]
- score-cell: [971, 394, 1033, 401]
- score-cell: 1544: [446, 635, 459, 642]
- score-cell: J. L. Stanford: [971, 408, 1004, 415]
- paragraph: Captain Smith, of the Dutch pearler, has been convicted on all charges and fined £5 for smuggling, £100 for entering a place not a port without reporting and without reasonable cause, £5 for using his vessel for smuggling, £2 10s for using his ship's stores before entering them for home consumption, and £5 for interfering with goods subject to the control of the customs. The captain of the other vessel was fined the minimum penalties, totalling £12 10s.: [798, 493, 946, 557]
- paragraph: The "Times" Pekin correspondent says that in the cosmopolitan community the treaty is viewed with varying emotions, the general impression being favourable, following, as the treaty does, the Imperial Conference. It is believed that some understanding, the terms whereof are not disclosed but which were satisfactory to the colonies, have been reached in regard to the vexed question of Japanese emigration to the oversea dominions.: [641, 121, 788, 178]
- paragraph: A meeting of the council of the New Zealand Jersey Breeders' Association was held at Palmerston North on Saturday. Prefaces were registered as follows:—C. Goodson (Hawera), "Wheraku"; G. H. Foote (Feilding), "Ngamotu"; J. O. Batchelor (Palmerston North), "Tiritea"; P. H. Surrey (Kairanga), "Te Ariki"; E. B. Watson (Tai Tapu), "Meadow Brook.": [326, 737, 473, 786]
- score-cell: Ireland: [340, 635, 358, 642]
- subheading: MR. HINE AT TARIKI.: [677, 764, 753, 773]
- paragraph: The King praised the gallantry of General Fanshawe in placing himself in front of a fallen artilleryman, thus preventing the galloping cavalry horses riding over him at the recent Dublin review.: [483, 364, 631, 392]
- paragraph: The "Times" dwells on the significance of Lord Kitchener's appointment, implying that Sir E. Grey's policy, outlined in Parliament thirteen months ago, will be carried out with resolution and judgment. The paper adds that Lord Kitchener has proved himself a great soldier and a great military administrator, and his countrymen expect him to prove a great civilian.: [326, 254, 473, 303]
- dateline: (Received 18, 8.50 a.m.) London, July 17.: [518, 174, 621, 181]
- paragraph: Owing to the increase in seamen's wages the Atlantic liners have advanced passenger rates 10s.: [483, 330, 631, 344]
- subheading: SMUGGLERS HEAVILY FINED.: [818, 476, 926, 485]
- subheading: AMERICA AND JAPAN.: [674, 357, 755, 365]
- score-row: [341, 636, 458, 643]
- subheading: THE CONGO.: [533, 465, 581, 474]
- paragraph: At the wool sales, good merinos are selling exceedingly well; crossbreds are unchanged.: [483, 658, 631, 672]
- subheading: THE FEELING IN CHINA.: [670, 54, 759, 62]
- columns: [6, 31, 1108, 1643]
- paragraph: A bogey competition was played last week by the members of the Stratford Club, when the following cards were handed in:—: [956, 370, 1104, 392]
- dateline: London, July 17.: [579, 357, 621, 364]
- score-cell: 1581: [446, 621, 459, 628]
- column-3: [321, 31, 479, 1643]
- paragraph: The sugar mill strikers are stoning men proceeding to work. Some shots were fired, but no casualties are reported.: [798, 258, 946, 272]
- paragraph: Mr. H. P. Webber, who recently disposed of his farm at Stratford, has bought a property at Te Puke, and intends to leave with his wife and family for his new home in the course of a week or so.: [11, 116, 158, 144]
- paragraph: Presbyterians seem to form a very small part of the population of His Majesty's prisons. The Rev. Dr. Gibb, reporting on social work done by the church in Wellington, assured a large audience at St. John's that the proportion of Presbyterians in gaol was a very small one, but in other institutions there is found a goodly number. During last year 200 Presbyterians were admitted to the hospital. Only 20 per cent. of them, however, had church connection, the remainder in nearly every instance, having not entered a church of any kind whatever for years. Dr. Gibb emphasised the need of work being done to bring the stray sheep back to the fold.: [11, 491, 158, 576]
- dateline: New York, July 17.: [258, 908, 306, 915]
- score-cell: S. Spence: [971, 415, 995, 422]
- score-cell: Canada: [340, 621, 359, 628]
- subheading: A GALLANT GENERAL.: [515, 347, 599, 356]
- dateline: (Received 18, 9.20 a.m.) London, July 17.: [518, 211, 621, 218]
- subheading: PRESS CRITICISM.: [366, 237, 433, 246]
- dateline: Wellington, July 17.: [1044, 72, 1094, 78]
- score-cell: 1446: [446, 670, 459, 677]
- paragraph: No serious difficulty is anticipated by the Australian Defence Department in manning the small arms factory at Lithgow. The plant for the factory is on its way from America, and it has been ascertained that the Australian artisans sent to Pratt and Whitney's factory to watch its construction are all coming back to Australia. They will be available as trained supervisors in the new Commonwealth factory, and will assist in the setting-up of the plant. Other men will have to be trained before the factory assumes the full programme of works mapped out for it, but the bulk of the labour will be unskilled, apprentices to little more than the feeding of automatic machinery. The plant will arrive this month, and the factory will be opened about the end of September.: [11, 578, 158, 677]
- byline: By Electric Telegraph—Copyright United Press Association.: [326, 591, 473, 598]
- paragraph: The Frankfurter Zeitung states that the Anglo-Japanese treaty has no wise lost its importance. For instance, in a case of war between England and a Continental Power, say, Germany, the treaty would acquire very real importance. It was only the thought that such a war was in the highest degree improbable and that a new Russo-Japanese war need not be feared for a long time to come, which reduced the alliances of the two naval Powers to an empty form.: [641, 198, 788, 254]
